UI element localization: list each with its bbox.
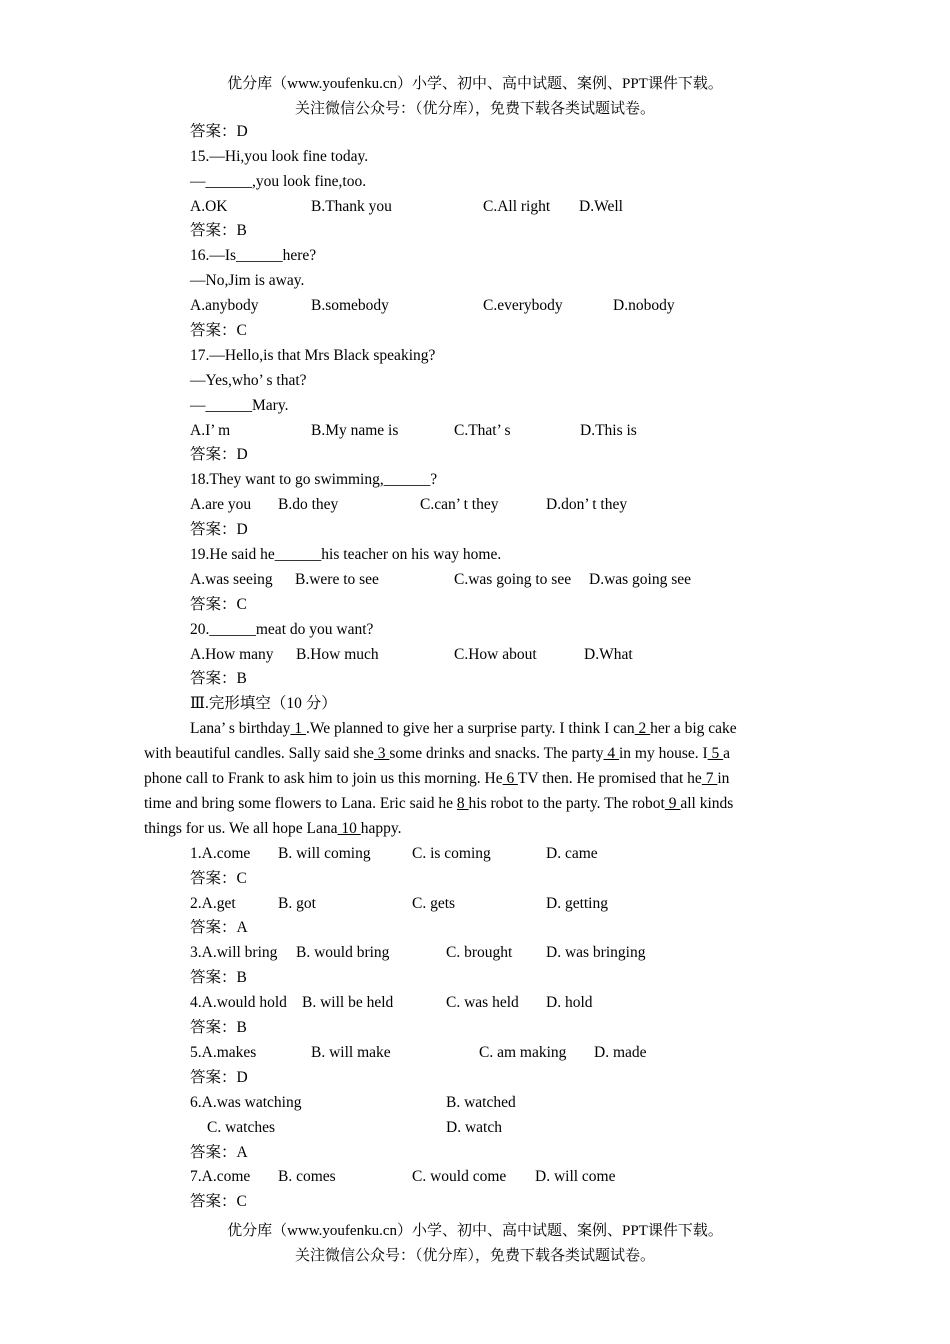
option-a: 1.A.come — [190, 845, 251, 862]
option-b: B.were to see — [295, 571, 379, 588]
option-d: D. came — [546, 845, 598, 862]
cloze-3-options — [0, 943, 950, 963]
text: phone call to Frank to ask him to join us this morning. He — [144, 770, 503, 787]
option-c: C. would come — [412, 1168, 507, 1185]
question-15-line-1: 15.—Hi,you look fine today. — [190, 148, 369, 165]
blank-4: 4 — [603, 745, 619, 762]
option-c: C. watches — [207, 1119, 276, 1136]
text: in my house. I — [618, 745, 708, 762]
option-a: 4.A.would hold — [190, 994, 287, 1011]
answer-cloze-5: 答案：D — [190, 1069, 248, 1086]
option-d: D.What — [584, 646, 633, 663]
footer-line-2: 关注微信公众号：（优分库），免费下载各类试题试卷。 — [294, 1248, 655, 1264]
passage-line-1 — [190, 719, 737, 739]
option-c: C. is coming — [412, 845, 491, 862]
text: Lana’ s birthday — [190, 720, 291, 737]
answer-cloze-7: 答案：C — [190, 1193, 247, 1210]
cloze-6-options-row-2 — [0, 1118, 950, 1138]
option-d: D. made — [594, 1044, 647, 1061]
cloze-1-options — [0, 844, 950, 864]
answer-15: 答案：B — [190, 222, 247, 239]
option-a: A.I’ m — [190, 422, 231, 439]
option-a: 6.A.was watching — [190, 1094, 302, 1111]
answer-14: 答案：D — [190, 123, 248, 140]
option-c: C.everybody — [483, 297, 563, 314]
option-c: C.All right — [483, 198, 551, 215]
option-b: B. got — [278, 895, 316, 912]
text: with beautiful candles. Sally said she — [144, 745, 374, 762]
option-a: A.How many — [190, 646, 274, 663]
question-17-line-3: —______Mary. — [190, 397, 289, 414]
text: things for us. We all hope Lana — [144, 820, 338, 837]
question-19-line-1: 19.He said he______his teacher on his way home. — [190, 546, 502, 563]
cloze-5-options — [0, 1043, 950, 1063]
option-a: A.was seeing — [190, 571, 273, 588]
question-16-line-2: —No,Jim is away. — [190, 272, 305, 289]
option-b: B. would bring — [296, 944, 390, 961]
answer-cloze-1: 答案：C — [190, 870, 247, 887]
option-c: C. was held — [446, 994, 519, 1011]
passage-line-2 — [144, 744, 730, 764]
option-a: 3.A.will bring — [190, 944, 278, 961]
option-b: B. comes — [278, 1168, 336, 1185]
question-17-options — [0, 421, 950, 441]
question-18-line-1: 18.They want to go swimming,______? — [190, 471, 438, 488]
option-a: A.are you — [190, 496, 252, 513]
option-c: C. brought — [446, 944, 513, 961]
option-d: D. was bringing — [546, 944, 646, 961]
question-15-options — [0, 197, 950, 217]
blank-10: 10 — [337, 820, 361, 837]
blank-3: 3 — [373, 745, 390, 762]
option-a: A.OK — [190, 198, 228, 215]
answer-16: 答案：C — [190, 322, 247, 339]
cloze-6-options-row-1 — [0, 1093, 950, 1113]
option-a: 5.A.makes — [190, 1044, 257, 1061]
cloze-7-options — [0, 1167, 950, 1187]
option-b: B.do they — [278, 496, 339, 513]
option-b: B. will be held — [302, 994, 394, 1011]
question-17-line-1: 17.—Hello,is that Mrs Black speaking? — [190, 347, 436, 364]
option-d: D. hold — [546, 994, 593, 1011]
option-d: D.Well — [579, 198, 623, 215]
option-d: D. getting — [546, 895, 608, 912]
blank-9: 9 — [664, 795, 681, 812]
option-d: D.This is — [580, 422, 637, 439]
option-b: B. will make — [311, 1044, 391, 1061]
text: all kinds — [680, 795, 734, 812]
option-d: D.was going see — [589, 571, 692, 588]
answer-cloze-6: 答案：A — [190, 1144, 248, 1161]
option-c: C.can’ t they — [420, 496, 499, 513]
blank-6: 6 — [502, 770, 518, 787]
cloze-4-options — [0, 993, 950, 1013]
option-b: B. will coming — [278, 845, 371, 862]
text: her a big cake — [650, 720, 737, 737]
question-20-line-1: 20.______meat do you want? — [190, 621, 374, 638]
option-c: C.was going to see — [454, 571, 572, 588]
answer-cloze-2: 答案：A — [190, 919, 248, 936]
question-19-options — [0, 570, 950, 590]
option-b: B.Thank you — [311, 198, 392, 215]
option-d: D.nobody — [613, 297, 675, 314]
passage-line-4 — [144, 794, 733, 814]
blank-1: 1 — [290, 720, 306, 737]
text: some drinks and snacks. The party — [389, 745, 604, 762]
option-d: D. watch — [446, 1119, 502, 1136]
option-a: 2.A.get — [190, 895, 236, 912]
text: happy. — [360, 820, 402, 837]
option-d: D. will come — [535, 1168, 616, 1185]
blank-2: 2 — [634, 720, 651, 737]
cloze-2-options — [0, 894, 950, 914]
question-16-options — [0, 296, 950, 316]
blank-8: 8 — [456, 795, 469, 812]
question-17-line-2: —Yes,who’ s that? — [190, 372, 307, 389]
answer-17: 答案：D — [190, 446, 248, 463]
option-a: 7.A.come — [190, 1168, 251, 1185]
blank-5: 5 — [707, 745, 724, 762]
option-b: B.How much — [296, 646, 379, 663]
header-line-2: 关注微信公众号：（优分库），免费下载各类试题试卷。 — [294, 101, 655, 117]
option-d: D.don’ t they — [546, 496, 628, 513]
option-c: C.That’ s — [454, 422, 511, 439]
option-b: B. watched — [446, 1094, 516, 1111]
footer-line-1: 优分库（www.youfenku.cn）小学、初中、高中试题、案例、PPT课件下载。 — [227, 1223, 723, 1239]
option-b: B.somebody — [311, 297, 389, 314]
passage-line-5 — [144, 819, 401, 839]
answer-19: 答案：C — [190, 596, 247, 613]
answer-cloze-4: 答案：B — [190, 1019, 247, 1036]
option-b: B.My name is — [311, 422, 399, 439]
option-a: A.anybody — [190, 297, 259, 314]
text: TV then. He promised that he — [517, 770, 702, 787]
section-3-title: Ⅲ.完形填空（10 分） — [190, 695, 337, 712]
passage-line-3 — [144, 769, 729, 789]
option-c: C. am making — [479, 1044, 567, 1061]
answer-18: 答案：D — [190, 521, 248, 538]
answer-20: 答案：B — [190, 670, 247, 687]
text: in — [717, 770, 730, 787]
text: .We planned to give her a surprise party. I think I can — [305, 720, 635, 737]
option-c: C.How about — [454, 646, 537, 663]
option-c: C. gets — [412, 895, 456, 912]
question-20-options — [0, 645, 950, 665]
header-line-1: 优分库（www.youfenku.cn）小学、初中、高中试题、案例、PPT课件下载。 — [227, 76, 723, 92]
text: time and bring some flowers to Lana. Eric said he — [144, 795, 457, 812]
text: a — [723, 745, 731, 762]
answer-cloze-3: 答案：B — [190, 969, 247, 986]
text: his robot to the party. The robot — [468, 795, 665, 812]
question-16-line-1: 16.—Is______here? — [190, 247, 317, 264]
question-18-options — [0, 495, 950, 515]
blank-7: 7 — [701, 770, 718, 787]
question-15-line-2: —______,you look fine,too. — [190, 173, 367, 190]
